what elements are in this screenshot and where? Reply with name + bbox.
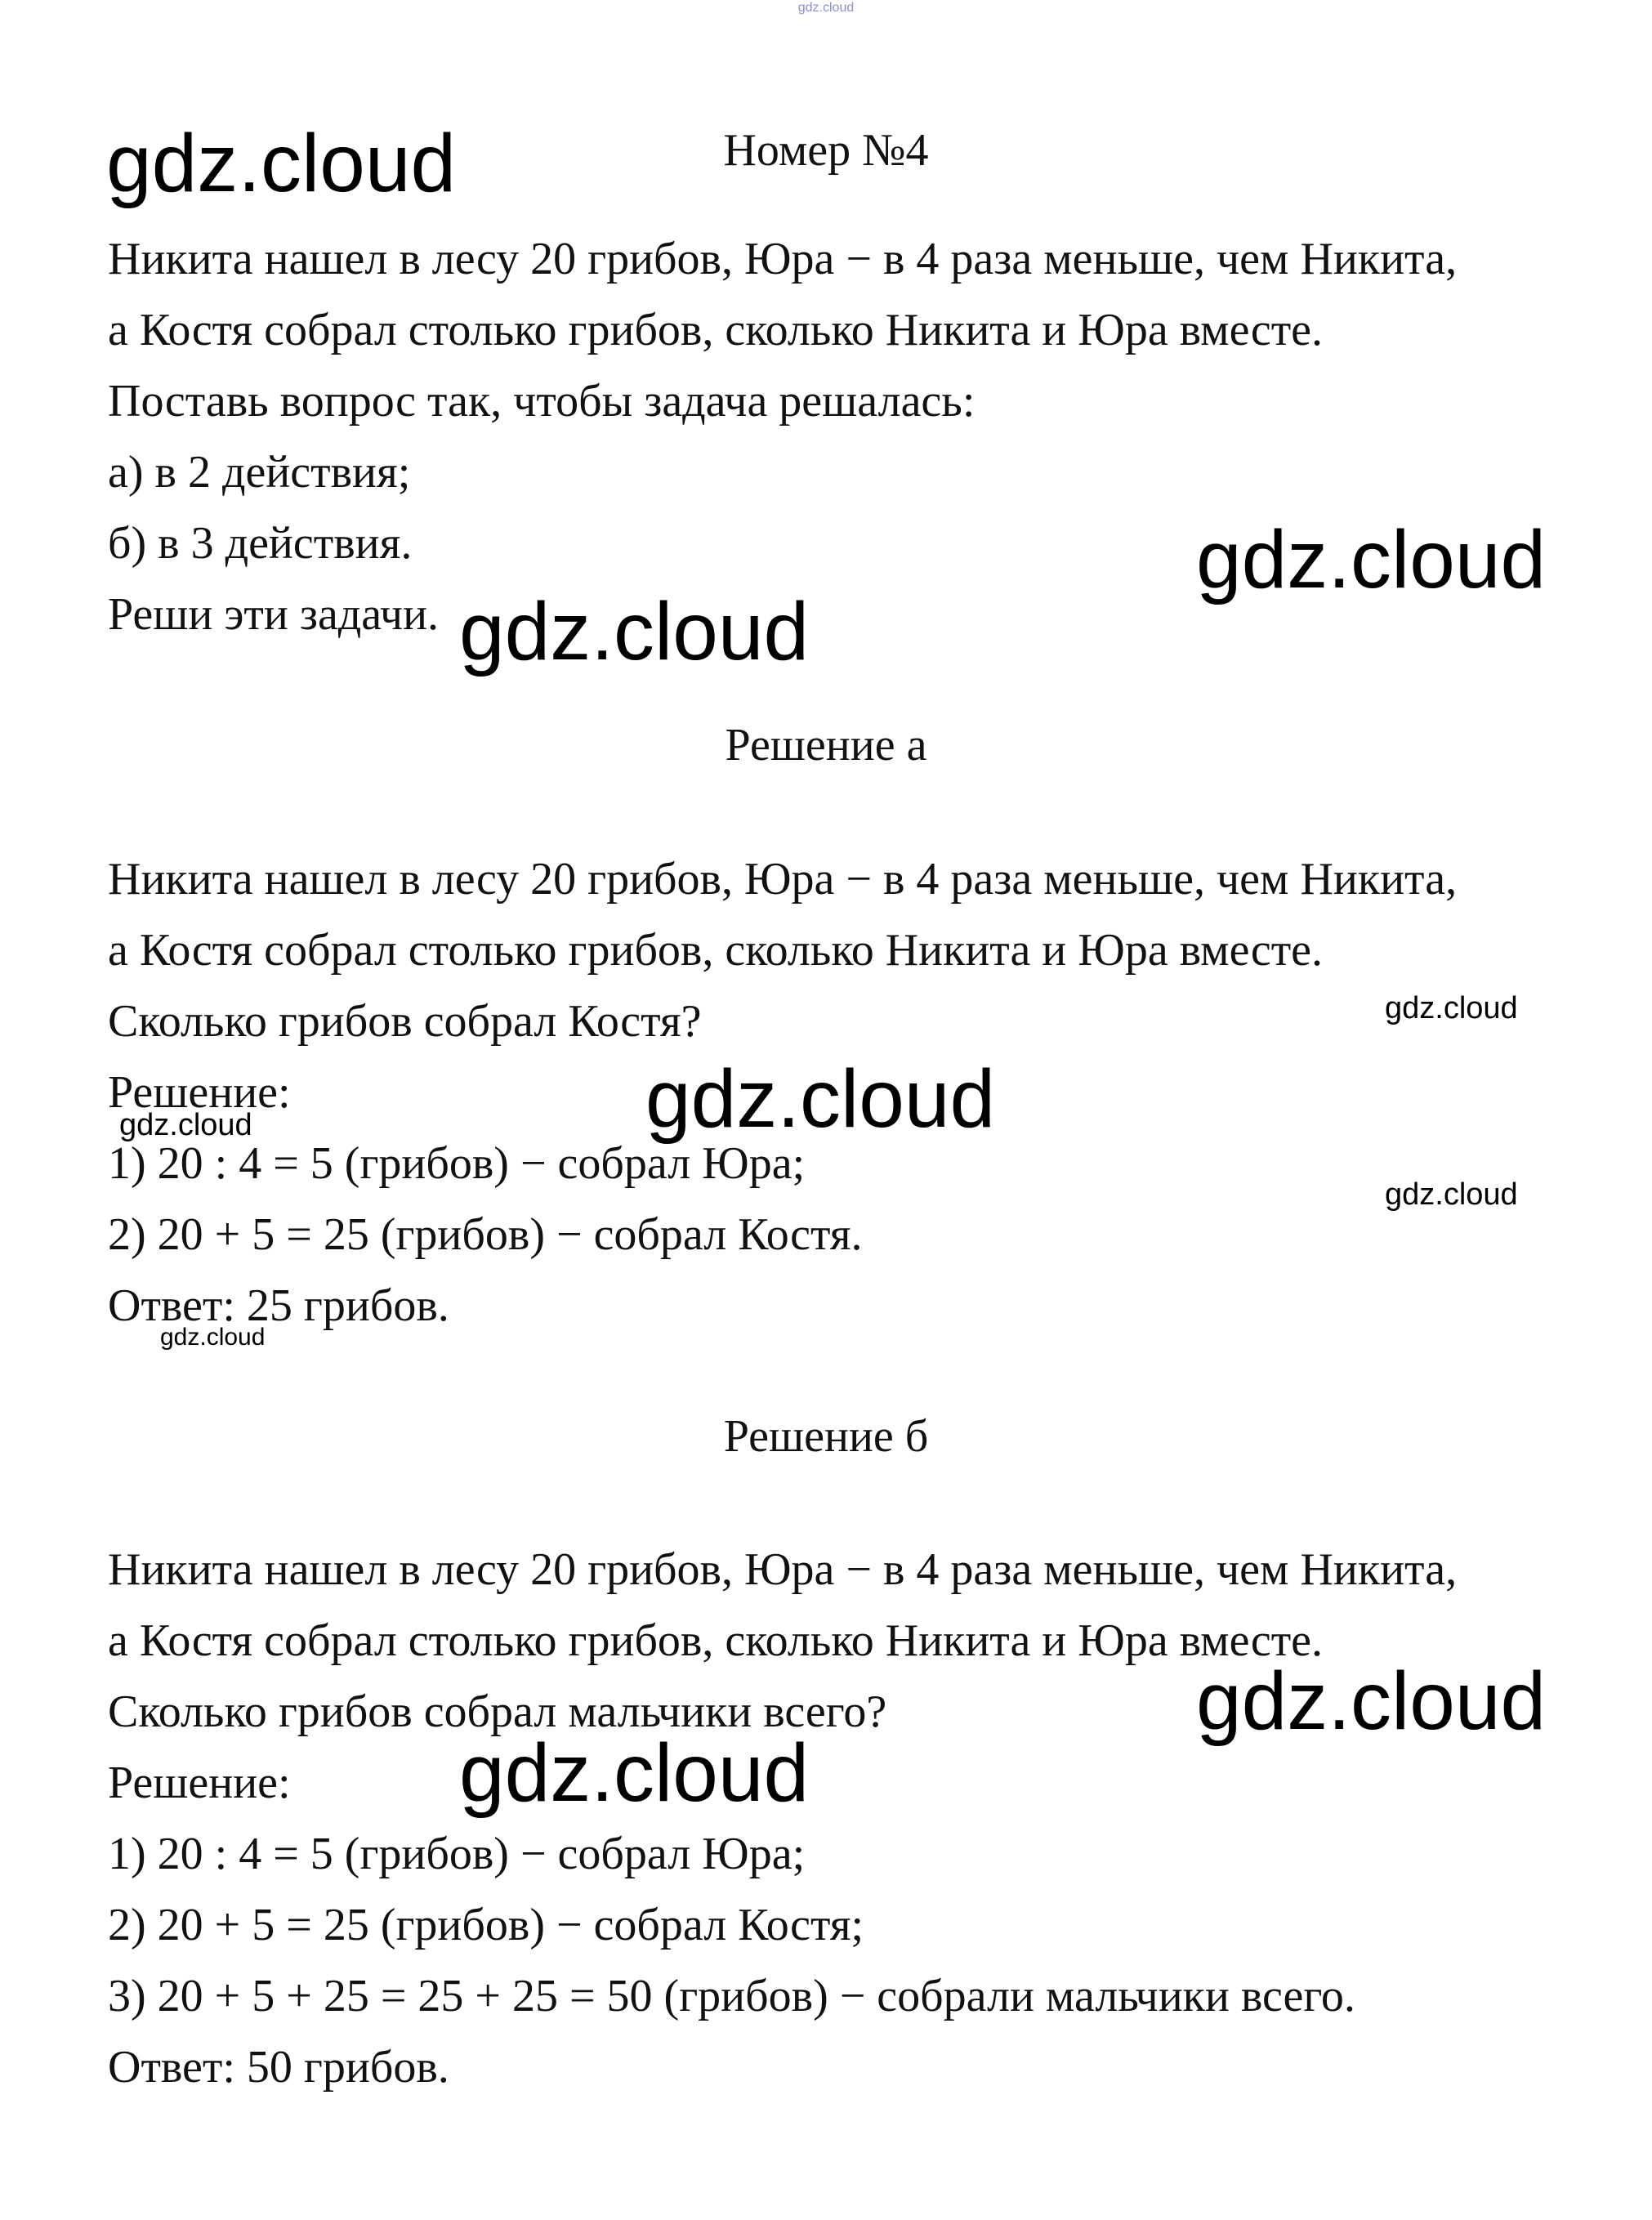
watermark: gdz.cloud — [106, 118, 457, 209]
watermark: gdz.cloud — [459, 1727, 810, 1819]
solution-b-heading: Решение б — [723, 1411, 929, 1462]
problem-line: а Костя собрал столько грибов, сколько Никита и Юра вместе. — [108, 305, 1324, 355]
watermark-small: gdz.cloud — [119, 1108, 252, 1142]
problem-line: Никита нашел в лесу 20 грибов, Юра − в 4 раза меньше, чем Никита, — [108, 234, 1458, 284]
watermark-small: gdz.cloud — [1385, 991, 1518, 1025]
solution-b-line: 1) 20 : 4 = 5 (грибов) − собрал Юра; — [108, 1829, 806, 1879]
solution-a-heading: Решение а — [725, 720, 927, 771]
solution-b-line: Сколько грибов собрал мальчики всего? — [108, 1686, 887, 1737]
solution-b-line: 3) 20 + 5 + 25 = 25 + 25 = 50 (грибов) − собрали мальчики всего. — [108, 1971, 1355, 2021]
solution-a-line: Сколько грибов собрал Костя? — [108, 996, 702, 1047]
problem-title: Номер №4 — [723, 125, 929, 176]
problem-line: Реши эти задачи. — [108, 589, 440, 640]
watermark-top: gdz.cloud — [797, 1, 855, 15]
watermark-small: gdz.cloud — [160, 1324, 266, 1351]
solution-a-line: Решение: — [108, 1067, 291, 1118]
watermark-small: gdz.cloud — [1385, 1177, 1518, 1212]
solution-a-answer: Ответ: 25 грибов. — [108, 1280, 449, 1331]
watermark: gdz.cloud — [1196, 1655, 1547, 1747]
problem-line: а) в 2 действия; — [108, 447, 411, 498]
watermark: gdz.cloud — [645, 1053, 996, 1145]
solution-a-line: Никита нашел в лесу 20 грибов, Юра − в 4 раза меньше, чем Никита, — [108, 854, 1458, 905]
watermark: gdz.cloud — [1196, 514, 1547, 605]
solution-b-line: Решение: — [108, 1758, 291, 1808]
solution-b-line: Никита нашел в лесу 20 грибов, Юра − в 4 раза меньше, чем Никита, — [108, 1544, 1458, 1595]
watermark: gdz.cloud — [459, 586, 810, 677]
solution-b-line: 2) 20 + 5 = 25 (грибов) − собрал Костя; — [108, 1900, 864, 1950]
problem-line: Поставь вопрос так, чтобы задача решалась: — [108, 376, 976, 427]
solution-b-answer: Ответ: 50 грибов. — [108, 2042, 449, 2093]
solution-a-line: а Костя собрал столько грибов, сколько Никита и Юра вместе. — [108, 925, 1324, 976]
solution-a-line: 2) 20 + 5 = 25 (грибов) − собрал Костя. — [108, 1209, 863, 1260]
solution-b-line: а Костя собрал столько грибов, сколько Никита и Юра вместе. — [108, 1615, 1324, 1666]
problem-line: б) в 3 действия. — [108, 518, 413, 569]
solution-a-line: 1) 20 : 4 = 5 (грибов) − собрал Юра; — [108, 1138, 806, 1189]
